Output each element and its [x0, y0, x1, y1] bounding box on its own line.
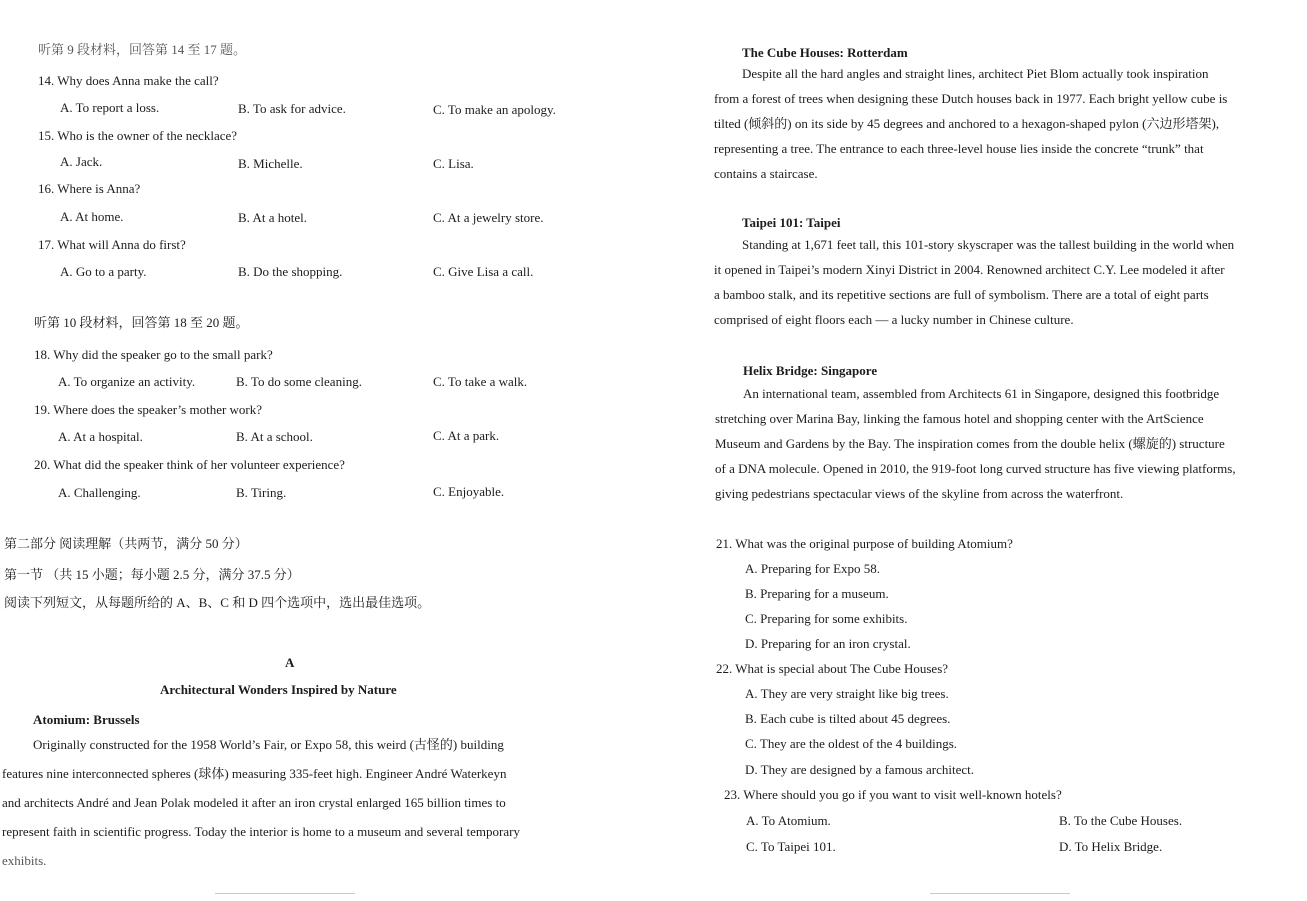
- question-18-option-a: A. To organize an activity.: [58, 374, 196, 389]
- question-15-stem: 15. Who is the owner of the necklace?: [38, 128, 238, 143]
- question-20-option-a: A. Challenging.: [58, 485, 141, 500]
- question-21-option-d: D. Preparing for an iron crystal.: [745, 636, 911, 651]
- question-23-option-b: B. To the Cube Houses.: [1059, 813, 1183, 828]
- question-14-option-a: A. To report a loss.: [60, 100, 160, 115]
- section-one-heading: 第一节 （共 15 小题；每小题 2.5 分，满分 37.5 分）: [4, 567, 300, 582]
- question-18-stem: 18. Why did the speaker go to the small park?: [34, 347, 273, 362]
- cube-line-1: Despite all the hard angles and straight lines, architect Piet Blom actually took inspiration: [742, 66, 1209, 81]
- question-19-option-c: C. At a park.: [433, 428, 500, 443]
- question-16-stem: 16. Where is Anna?: [38, 181, 141, 196]
- helix-line-2: stretching over Marina Bay, linking the famous hotel and shopping center with the ArtScience: [715, 411, 1204, 426]
- question-17-stem: 17. What will Anna do first?: [38, 237, 186, 252]
- question-17-option-c: C. Give Lisa a call.: [433, 264, 534, 279]
- atomium-line-5: exhibits.: [2, 853, 47, 868]
- cube-line-5: contains a staircase.: [714, 166, 818, 181]
- listening-9-heading: 听第 9 段材料，回答第 14 至 17 题。: [38, 42, 247, 57]
- cube-line-2: from a forest of trees when designing these Dutch houses back in 1977. Each bright yellow cube is: [714, 91, 1228, 106]
- helix-line-5: giving pedestrians spectacular views of the skyline from across the waterfront.: [715, 486, 1124, 501]
- atomium-paragraph: [2, 732, 575, 868]
- question-16-option-a: A. At home.: [60, 209, 124, 224]
- listening-10-heading: 听第 10 段材料，回答第 18 至 20 题。: [34, 315, 249, 330]
- question-22-stem: 22. What is special about The Cube Houses?: [716, 661, 949, 676]
- question-20-option-b: B. Tiring.: [236, 485, 287, 500]
- question-19-option-b: B. At a school.: [236, 429, 313, 444]
- helix-heading: Helix Bridge: Singapore: [743, 363, 878, 378]
- atomium-line-4: represent faith in scientific progress. Today the interior is home to a museum and several temporary: [2, 824, 520, 839]
- question-14-option-c: C. To make an apology.: [433, 102, 556, 117]
- question-23-option-a: A. To Atomium.: [746, 813, 831, 828]
- question-14-option-b: B. To ask for advice.: [238, 101, 346, 116]
- helix-paragraph: [715, 381, 1283, 506]
- question-20-option-c: C. Enjoyable.: [433, 484, 505, 499]
- atomium-line-1: Originally constructed for the 1958 World’s Fair, or Expo 58, this weird (古怪的) building: [33, 737, 504, 752]
- question-23-option-c: C. To Taipei 101.: [746, 839, 836, 854]
- question-19-stem: 19. Where does the speaker’s mother work?: [34, 402, 263, 417]
- cube-houses-heading: The Cube Houses: Rotterdam: [742, 45, 908, 60]
- atomium-line-2: features nine interconnected spheres (球体) measuring 335-feet high. Engineer André Waterkeyn: [2, 766, 507, 781]
- question-22-option-d: D. They are designed by a famous architect.: [745, 762, 974, 777]
- question-22-option-a: A. They are very straight like big trees.: [745, 686, 949, 701]
- taipei-line-2: it opened in Taipei’s modern Xinyi District in 2004. Renowned architect C.Y. Lee modeled it after: [714, 262, 1225, 277]
- atomium-line-3: and architects André and Jean Polak modeled it after an iron crystal enlarged 165 billion times to: [2, 795, 506, 810]
- question-23-stem: 23. Where should you go if you want to visit well-known hotels?: [724, 787, 1062, 802]
- question-15-option-b: B. Michelle.: [238, 156, 303, 171]
- question-19-option-a: A. At a hospital.: [58, 429, 143, 444]
- helix-line-1: An international team, assembled from Architects 61 in Singapore, designed this footbridge: [743, 386, 1220, 401]
- part-two-heading: 第二部分 阅读理解（共两节，满分 50 分）: [4, 536, 248, 551]
- question-22-option-b: B. Each cube is tilted about 45 degrees.: [745, 711, 951, 726]
- question-15-option-c: C. Lisa.: [433, 156, 474, 171]
- passage-letter: A: [285, 655, 295, 670]
- question-20-stem: 20. What did the speaker think of her volunteer experience?: [34, 457, 345, 472]
- taipei-line-4: comprised of eight floors each — a lucky number in Chinese culture.: [714, 312, 1074, 327]
- question-14-stem: 14. Why does Anna make the call?: [38, 73, 219, 88]
- question-16-option-c: C. At a jewelry store.: [433, 210, 544, 225]
- atomium-heading: Atomium: Brussels: [33, 712, 140, 727]
- cube-line-3: tilted (倾斜的) on its side by 45 degrees and anchored to a hexagon-shaped pylon (六边形塔架),: [714, 116, 1220, 131]
- helix-line-4: of a DNA molecule. Opened in 2010, the 919-foot long curved structure has five viewing platforms,: [715, 461, 1236, 476]
- question-21-option-b: B. Preparing for a museum.: [745, 586, 889, 601]
- question-23-option-d: D. To Helix Bridge.: [1059, 839, 1163, 854]
- helix-line-3: Museum and Gardens by the Bay. The inspiration comes from the double helix (螺旋的) structure: [715, 436, 1225, 451]
- taipei-line-1: Standing at 1,671 feet tall, this 101-story skyscraper was the tallest building in the world when: [742, 237, 1235, 252]
- question-15-option-a: A. Jack.: [60, 154, 103, 169]
- question-21-stem: 21. What was the original purpose of building Atomium?: [716, 536, 1013, 551]
- cube-line-4: representing a tree. The entrance to each three-level house lies inside the concrete “trunk” that: [714, 141, 1204, 156]
- question-16-option-b: B. At a hotel.: [238, 210, 307, 225]
- question-21-option-c: C. Preparing for some exhibits.: [745, 611, 908, 626]
- question-21-option-a: A. Preparing for Expo 58.: [745, 561, 881, 576]
- reading-instructions: 阅读下列短文，从每题所给的 A、B、C 和 D 四个选项中，选出最佳选项。: [4, 595, 431, 610]
- cube-houses-paragraph: [714, 61, 1280, 186]
- question-18-option-c: C. To take a walk.: [433, 374, 528, 389]
- question-22-option-c: C. They are the oldest of the 4 buildings.: [745, 736, 958, 751]
- question-18-option-b: B. To do some cleaning.: [236, 374, 362, 389]
- passage-title: Architectural Wonders Inspired by Nature: [160, 682, 397, 697]
- taipei-paragraph: [714, 232, 1282, 332]
- taipei-heading: Taipei 101: Taipei: [742, 215, 841, 230]
- question-17-option-a: A. Go to a party.: [60, 264, 147, 279]
- taipei-line-3: a bamboo stalk, and its repetitive sections are full of symbolism. There are a total of eight parts: [714, 287, 1209, 302]
- question-17-option-b: B. Do the shopping.: [238, 264, 343, 279]
